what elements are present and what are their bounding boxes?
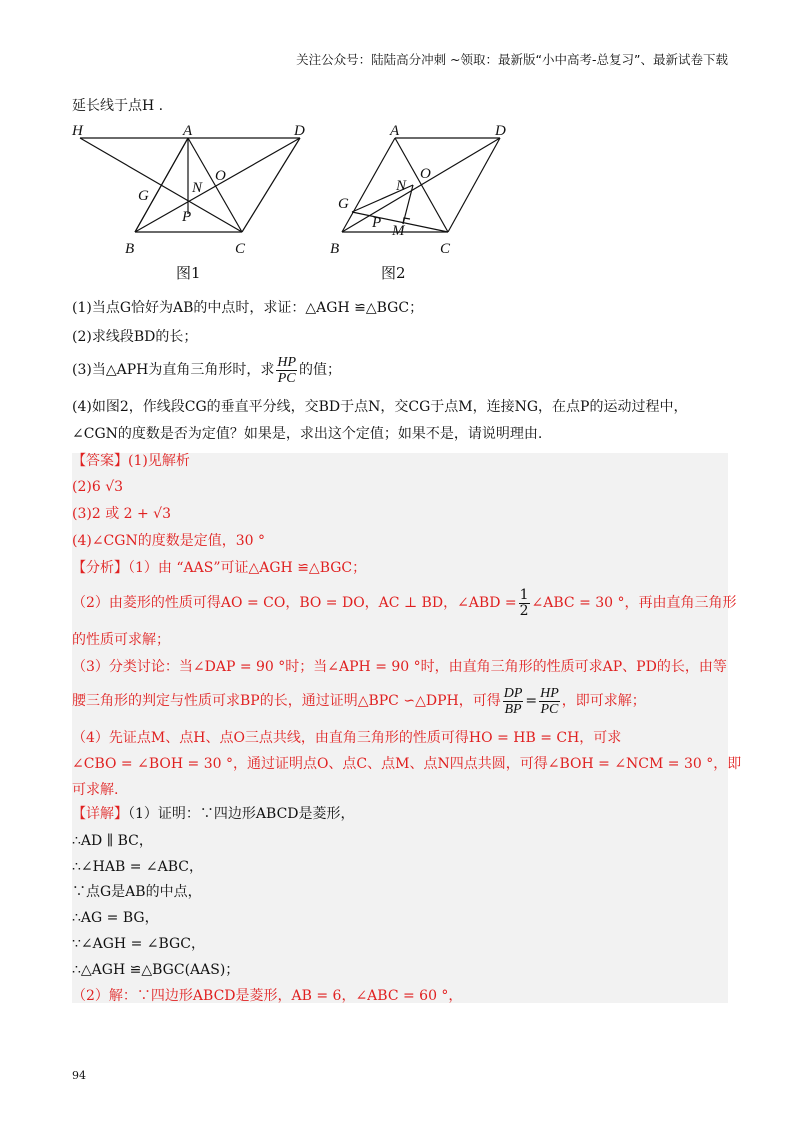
analysis-2-text-a: （2）由菱形的性质可得AO = CO，BO = DO，AC ⊥ BD，∠ABD = xyxy=(72,595,517,611)
analysis-2-text-b: ∠ABC = 30 °，再由直角三角形 xyxy=(531,595,737,611)
fig2-label-g: G xyxy=(338,196,349,212)
fig1-label-h: H xyxy=(72,123,83,139)
q3-numerator: HP xyxy=(277,354,297,370)
analysis-line-8: 可求解. xyxy=(72,782,119,798)
analysis-line-6: （4）先证点M、点H、点O三点共线，由直角三角形的性质可得HO = HB = CH，可求 xyxy=(72,730,622,746)
analysis-5-fraction-2 xyxy=(539,686,560,717)
answer-1: (1)见解析 xyxy=(128,453,190,469)
detail-line-3: ∴∠HAB = ∠ABC， xyxy=(72,859,203,875)
analysis-line-3: 的性质可求解； xyxy=(72,632,170,648)
answer-line-1 xyxy=(72,451,190,471)
analysis-5-equals: = xyxy=(525,693,538,709)
analysis-5-den-2: PC xyxy=(540,701,559,717)
fig1-label-o: O xyxy=(215,168,226,184)
fig1-label-d: D xyxy=(294,123,305,139)
fig2-label-c: C xyxy=(440,241,451,255)
analysis-tag: 【分析】 xyxy=(72,560,128,576)
fig1-label-p: P xyxy=(182,209,192,225)
analysis-1: （1）由 “AAS”可证△AGH ≌△BGC； xyxy=(128,560,367,576)
analysis-line-4: （3）分类讨论：当∠DAP = 90 °时；当∠APH = 90 °时，由直角三角形的性质可求AP、PD的长，由等 xyxy=(72,659,727,675)
detail-tag: 【详解】 xyxy=(72,806,128,822)
answer-tag: 【答案】 xyxy=(72,453,128,469)
detail-line-4: ∵点G是AB的中点， xyxy=(72,884,202,900)
question-2: (2)求线段BD的长； xyxy=(72,329,198,345)
analysis-2-fraction xyxy=(519,588,530,619)
analysis-line-5 xyxy=(72,683,646,719)
figure-1-diagram xyxy=(70,120,310,255)
analysis-2-denominator: 2 xyxy=(519,602,529,619)
analysis-line-2 xyxy=(72,585,737,621)
analysis-5-num-1: DP xyxy=(503,685,523,701)
question-1: (1)当点G恰好为AB的中点时，求证：△AGH ≌△BGC； xyxy=(72,300,424,316)
question-3-text-a: (3)当△APH为直角三角形时，求 xyxy=(72,362,275,378)
fig1-label-c: C xyxy=(235,241,246,255)
analysis-line-7: ∠CBO = ∠BOH = 30 °，通过证明点O、点C、点M、点N四点共圆，可得∠BOH = ∠NCM = 30 °，即 xyxy=(72,756,742,772)
fig1-label-n: N xyxy=(192,180,203,196)
detail-line-8 xyxy=(72,986,462,1006)
fig2-label-n: N xyxy=(396,178,407,194)
page-header: 关注公众号：陆陆高分冲刺 ~领取：最新版“小中高考-总复习”、最新试卷下载 xyxy=(296,52,728,67)
analysis-5-text-b: ，即可求解； xyxy=(561,693,646,709)
question-3-fraction xyxy=(276,355,297,386)
figure-2-caption: 图2 xyxy=(381,264,406,282)
fig1-label-b: B xyxy=(125,241,135,255)
detail-line-1 xyxy=(72,804,355,824)
fig2-label-p: P xyxy=(372,215,382,231)
detail-8: （2）解：∵四边形ABCD是菱形，AB = 6，∠ABC = 60 °， xyxy=(72,988,463,1004)
answer-2: (2)6 √3 xyxy=(72,479,124,495)
analysis-line-1 xyxy=(72,558,366,578)
analysis-5-text-a: 腰三角形的判定与性质可求BP的长，通过证明△BPC ∽△DPH，可得 xyxy=(72,693,501,709)
detail-line-7: ∴△AGH ≌△BGC(AAS)； xyxy=(72,962,240,978)
analysis-2-numerator: 1 xyxy=(519,586,529,603)
page-number: 94 xyxy=(72,1069,86,1082)
q3-denominator: PC xyxy=(277,370,296,386)
question-4-line-1: (4)如图2，作线段CG的垂直平分线，交BD于点N，交CG于点M，连接NG，在点P的运动过程中， xyxy=(72,399,688,415)
detail-line-2: ∴AD ∥ BC， xyxy=(72,833,153,849)
analysis-5-num-2: HP xyxy=(540,685,559,701)
fig2-label-o: O xyxy=(420,166,431,182)
question-3-text-b: 的值； xyxy=(299,362,342,378)
analysis-5-den-1: BP xyxy=(504,701,522,717)
analysis-5-fraction-1 xyxy=(503,686,524,717)
detail-1: （1）证明：∵四边形ABCD是菱形， xyxy=(128,806,355,822)
detail-line-6: ∵∠AGH = ∠BGC， xyxy=(72,936,205,952)
question-3 xyxy=(72,352,341,388)
fig1-label-g: G xyxy=(138,188,149,204)
problem-intro: 延长线于点H . xyxy=(72,98,164,114)
figure-1-caption: 图1 xyxy=(176,264,201,282)
fig2-label-b: B xyxy=(330,241,340,255)
answer-4: (4)∠CGN的度数是定值，30 ° xyxy=(72,533,265,549)
fig2-label-a: A xyxy=(390,123,400,139)
answer-3: (3)2 或 2 + √3 xyxy=(72,506,172,522)
fig2-label-d: D xyxy=(495,123,506,139)
fig1-label-a: A xyxy=(183,123,193,139)
question-4-line-2: ∠CGN的度数是否为定值？如果是，求出这个定值；如果不是，请说明理由. xyxy=(72,426,543,442)
detail-line-5: ∴AG = BG， xyxy=(72,910,159,926)
fig2-label-m: M xyxy=(392,223,405,239)
figure-2-diagram xyxy=(320,120,520,255)
